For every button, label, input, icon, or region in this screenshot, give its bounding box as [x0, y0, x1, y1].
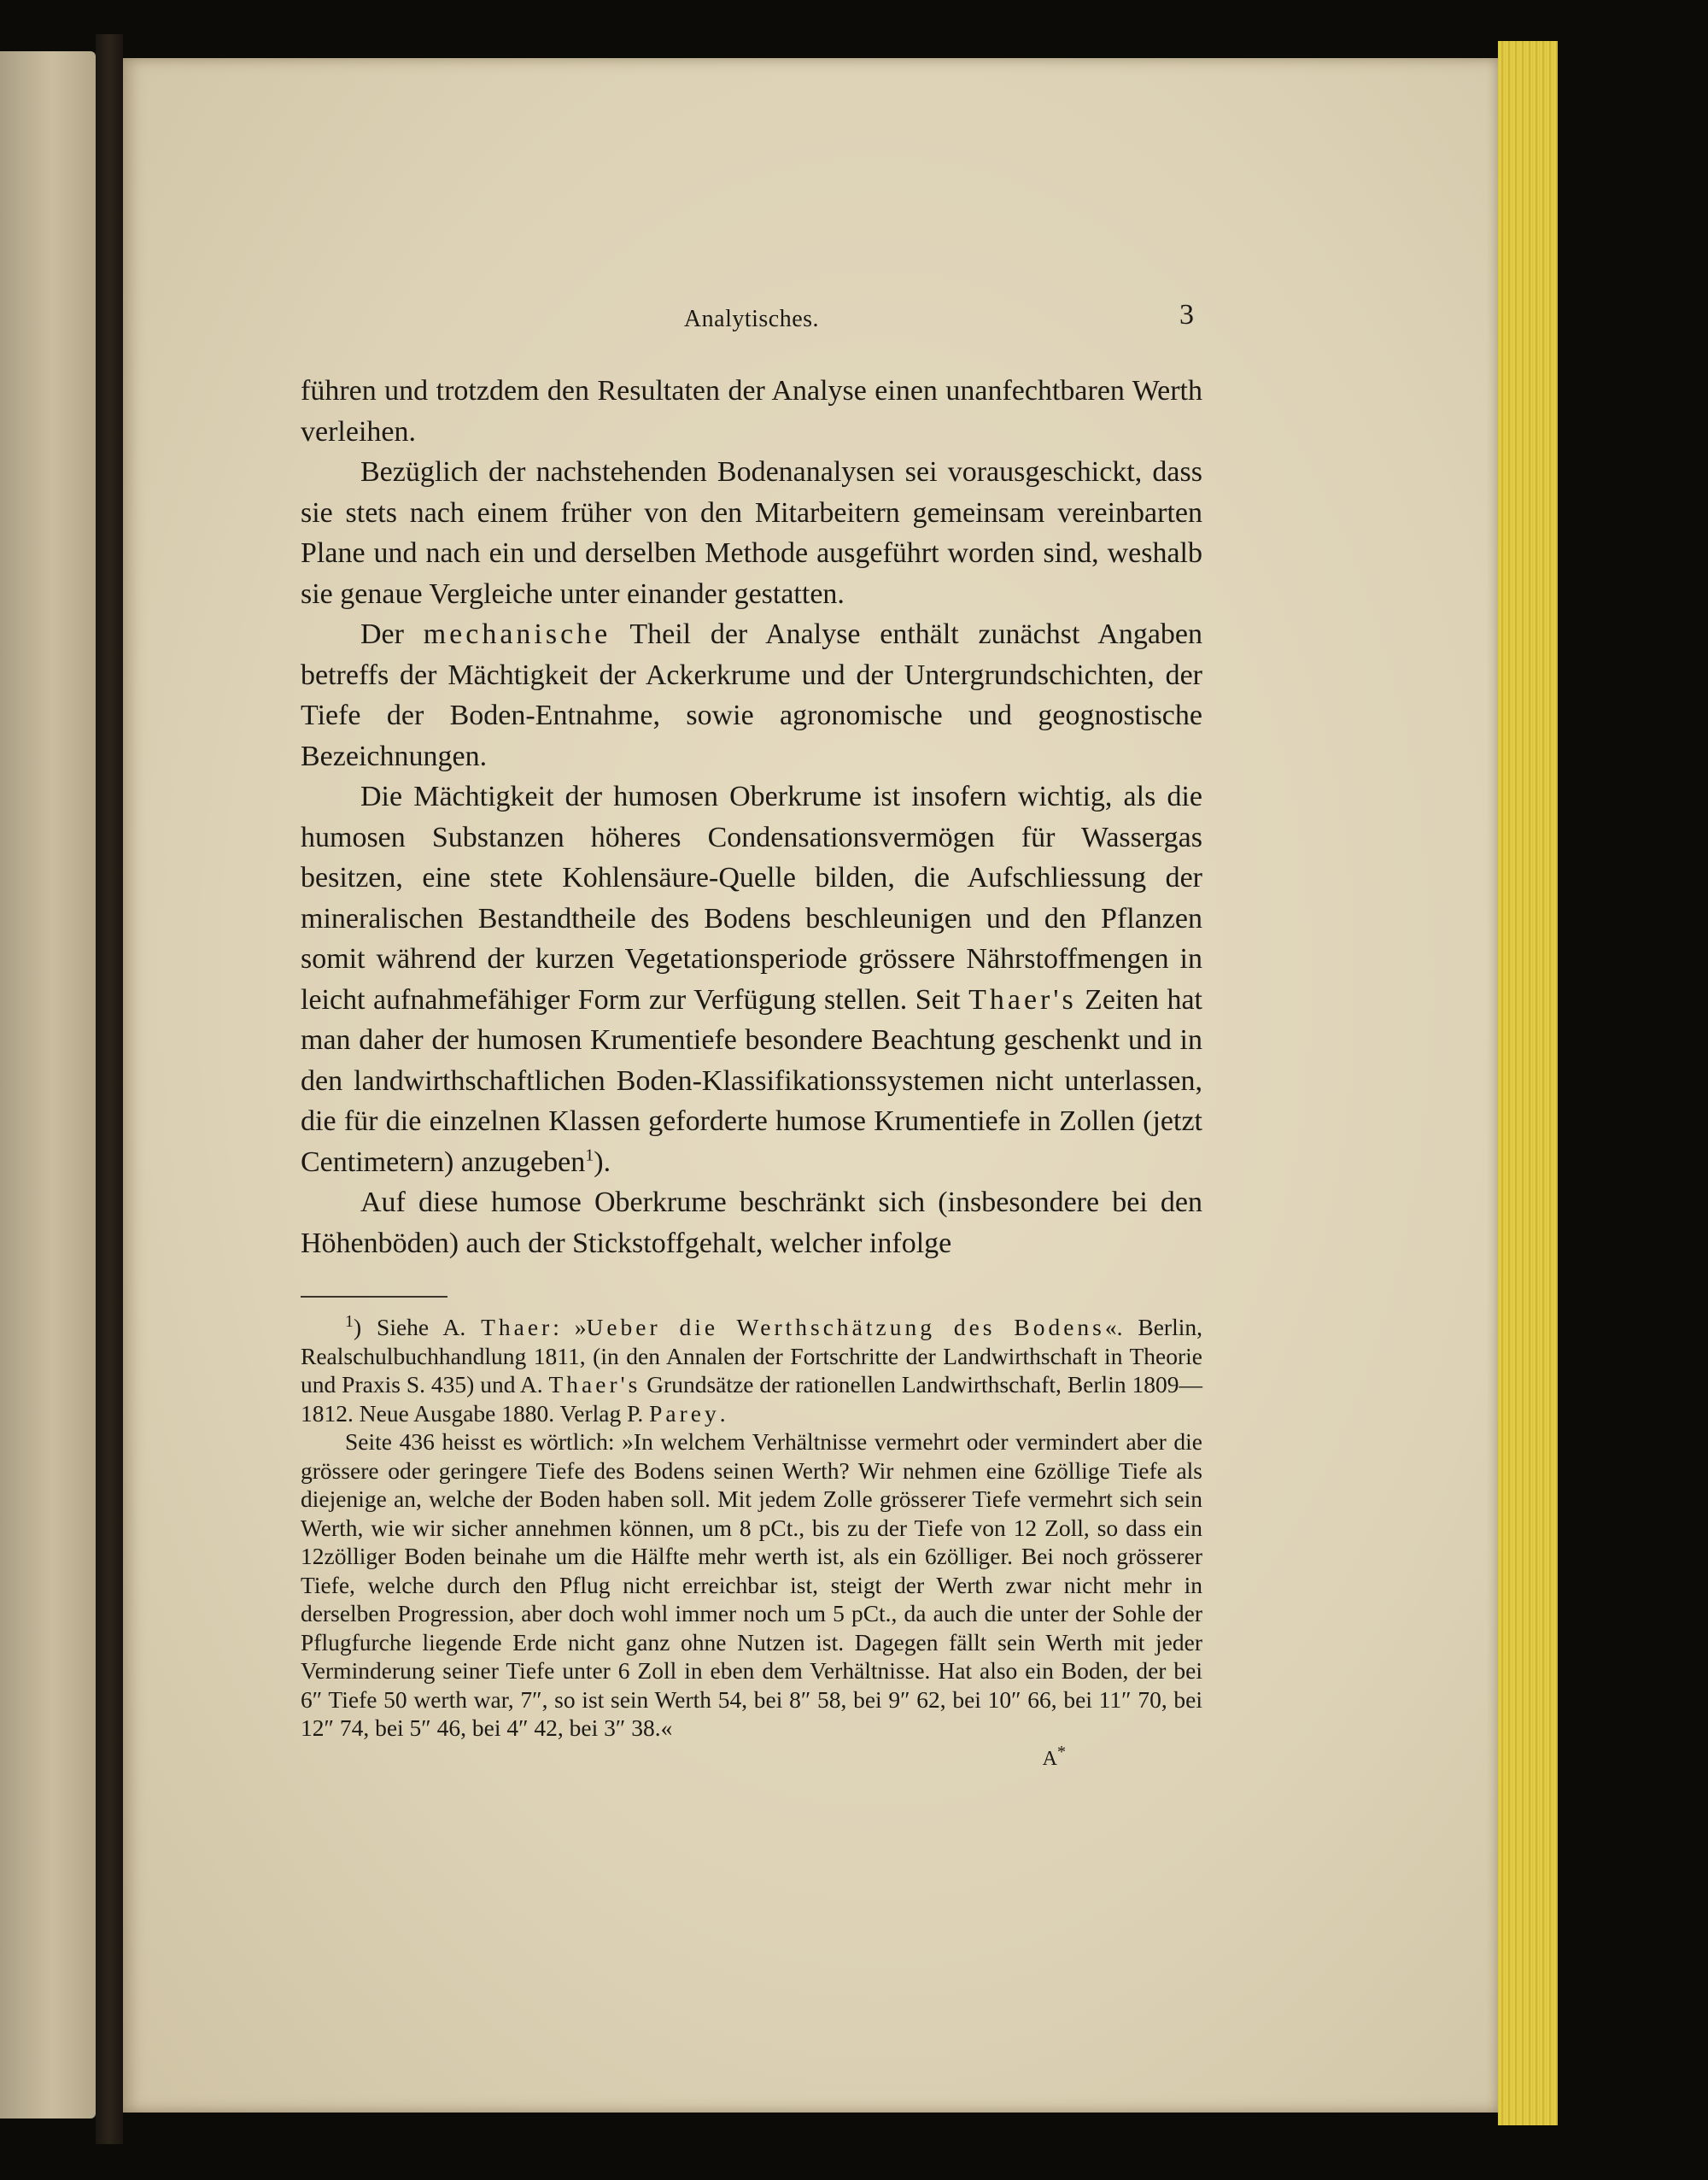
- footnote-1-emphasis-parey: Parey: [649, 1399, 720, 1427]
- paragraph-5: Auf diese humose Oberkrume beschränkt sich (insbesondere bei den Höhenböden) auch der Stickstoffgehalt, welcher infolge: [301, 1187, 1202, 1259]
- footnote-rule: [301, 1296, 447, 1298]
- footnote-1: [301, 1313, 1202, 1427]
- text-column: [301, 299, 1202, 1771]
- emphasis-thaer: Thaer's: [968, 983, 1077, 1016]
- footnote-1-part-d: Grundsätze der rationellen Landwirthschaft, Berlin 1809—1812. Neue Ausgabe 1880. Verlag P.: [301, 1371, 1202, 1427]
- paragraph-4: [301, 776, 1202, 1182]
- footnote-1-emphasis-thaers: Thaer's: [548, 1371, 641, 1398]
- paragraph-4-end: ).: [594, 1146, 611, 1178]
- footnote-1-part-e: .: [719, 1399, 726, 1427]
- footnote-1-emphasis-thaer: Thaer: [481, 1314, 553, 1340]
- footnote-1-part-b: : »: [553, 1314, 587, 1340]
- paragraph-3-start: Der: [360, 618, 424, 650]
- paragraph-3: [301, 614, 1202, 776]
- body-text: [301, 371, 1202, 1263]
- footnote-quotation: Seite 436 heisst es wörtlich: »In welchem Verhältnisse vermehrt oder vermindert aber die grössere oder geringere Tiefe des Bodens seinen Werth? Wir nehmen eine 6zöllige Tiefe als diejenige an, welche der Boden haben soll. Mit jedem Zolle grösserer Tiefe vermehrt sich sein Werth, wie wir sicher annehmen können, um 8 pCt., bis zu der Tiefe von 12 Zoll, so dass ein 12zölliger Boden beinahe um die Hälfte mehr werth ist, als ein 6zölliger. Bei noch grösserer Tiefe, welche durch den Pflug nicht erreichbar ist, steigt der Werth zwar nicht mehr in derselben Progression, aber doch wohl immer noch um 5 pCt., da auch die unter der Sohle der Pflugfurche liegende Erde nicht ganz ohne Nutzen ist. Dagegen fällt sein Werth mit jeder Verminderung seiner Tiefe unter 6 Zoll in eben dem Verhältnisse. Hat also ein Boden, der bei 6″ Tiefe 50 werth war, 7″, so ist sein Werth 54, bei 8″ 58, bei 9″ 62, bei 10″ 66, bei 11″ 70, bei 12″ 74, bei 5″ 46, bei 4″ 42, bei 3″ 38.«: [301, 1428, 1202, 1741]
- signature-letter: A: [1042, 1747, 1057, 1770]
- footnotes: [301, 1313, 1202, 1743]
- footnote-marker: 1: [345, 1311, 354, 1331]
- paragraph-4-start: Die Mächtigkeit der humosen Oberkrume ist insofern wichtig, als die humosen Substanzen höheres Condensationsvermögen für Wassergas besitzen, eine stete Kohlensäure-Quelle bilden, die Aufschliessung der mineralischen Bestandtheile des Bodens beschleunigen und den Pflanzen somit während der kurzen Vegetationsperiode grössere Nährstoffmengen in leicht aufnahmefähiger Form zur Verfügung stellen. Seit: [301, 781, 1202, 1016]
- signature-asterisk: *: [1057, 1742, 1066, 1761]
- paragraph-4-rest: Zeiten hat man daher der humosen Krumentiefe besondere Beachtung geschenkt und in den landwirthschaftlichen Boden-Klassifikationssystemen nicht unterlassen, die für die einzelnen Klassen geforderte humose Krumentiefe in Zollen (jetzt Centimetern) anzugeben: [301, 983, 1202, 1178]
- footnote-1-part-a: ) Siehe A.: [354, 1314, 482, 1340]
- paragraph-1: führen und trotzdem den Resultaten der Analyse einen unanfechtbaren Werth verleihen.: [301, 375, 1202, 448]
- gilt-page-edges: [1498, 41, 1558, 2125]
- paragraph-3-rest: Theil der Analyse enthält zunächst Angaben betreffs der Mächtigkeit der Ackerkrume und der Untergrundschichten, der Tiefe der Boden-Entnahme, sowie agronomische und geognostische Bezeichnungen.: [301, 618, 1202, 772]
- running-title: Analytisches.: [683, 306, 820, 332]
- emphasis-mechanische: mechanische: [423, 618, 611, 650]
- page-number: 3: [1179, 299, 1194, 331]
- signature-mark: [301, 1742, 1202, 1771]
- running-head: [301, 299, 1202, 342]
- facing-page-edge: [0, 51, 96, 2118]
- book-gutter: [96, 34, 123, 2144]
- paragraph-2: Bezüglich der nachstehenden Bodenanalysen sei vorausgeschickt, dass sie stets nach einem früher von den Mitarbeitern gemeinsam vereinbarten Plane und nach ein und derselben Methode ausgeführt worden sind, weshalb sie genaue Vergleiche unter einander gestatten.: [301, 456, 1202, 610]
- footnote-1-emphasis-title: Ueber die Werthschätzung des Bodens: [586, 1314, 1105, 1340]
- footnote-1-part-c: «. Berlin, Realschulbuchhandlung 1811, (in den Annalen der Fortschritte der Landwirthschaft in Theorie und Praxis S. 435) und A.: [301, 1314, 1202, 1398]
- footnote-reference: 1: [585, 1146, 594, 1165]
